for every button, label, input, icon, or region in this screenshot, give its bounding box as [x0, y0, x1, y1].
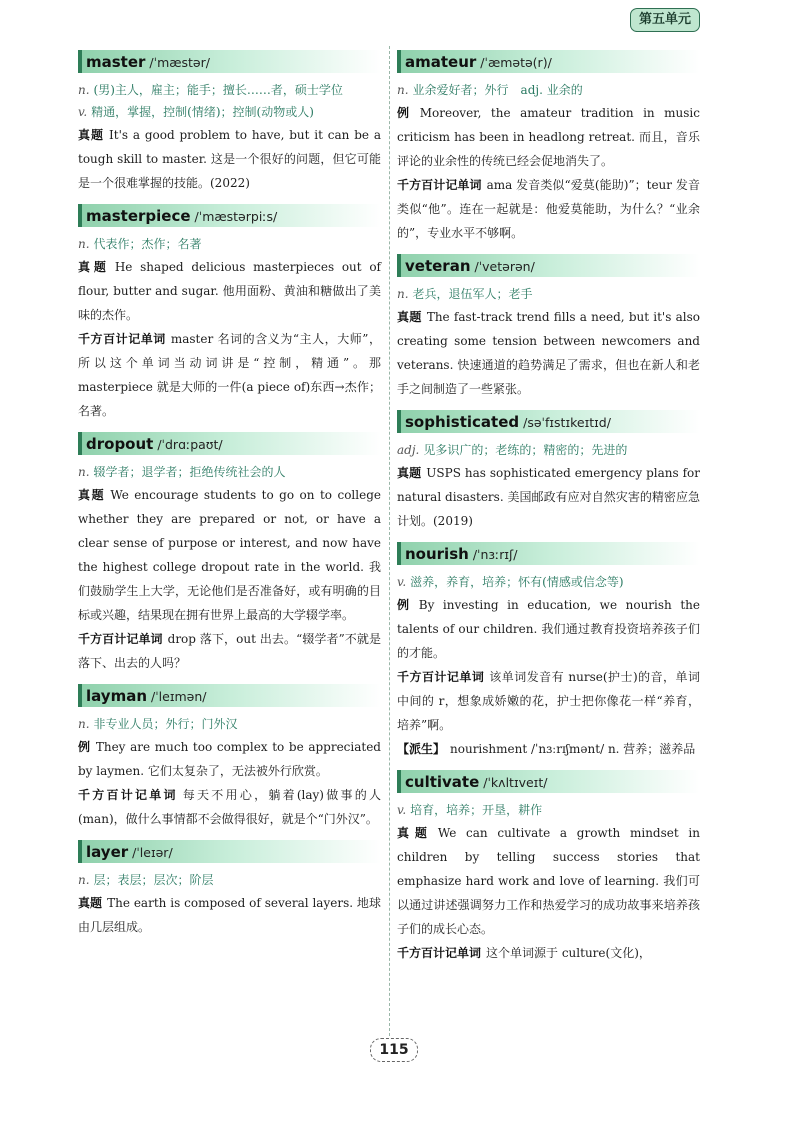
- definition-text: 层；表层；层次；阶层: [93, 873, 214, 887]
- part-of-speech: n.: [78, 83, 90, 97]
- definition-text: (男)主人，雇主；能手；擅长……者，硕士学位: [93, 83, 343, 97]
- phonetic: /ˈmæstərpiːs/: [194, 209, 278, 224]
- part-of-speech: n.: [78, 237, 90, 251]
- paragraph-label: 真题: [397, 310, 422, 324]
- example-paragraph: [397, 305, 700, 401]
- vocab-entry: [397, 770, 700, 965]
- definition-line: [78, 869, 381, 891]
- phonetic: /ˈæmətə(r)/: [480, 55, 552, 70]
- example-paragraph: [397, 941, 700, 965]
- part-of-speech: n.: [78, 465, 90, 479]
- example-paragraph: [78, 483, 381, 627]
- paragraph-text: master 名词的含义为“主人，大师”，所以这个单词当动词讲是“控制，精通”。那 masterpiece 就是大师的一件(a piece of)东西→杰作；名著。: [78, 332, 381, 418]
- definition-text: 业余爱好者；外行 adj. 业余的: [412, 83, 583, 97]
- phonetic: /ˈkʌltɪveɪt/: [483, 775, 548, 790]
- headword: layman: [86, 687, 148, 705]
- part-of-speech: adj.: [397, 443, 420, 457]
- example-paragraph: [78, 783, 381, 831]
- paragraph-label: 千方百计记单词: [78, 332, 166, 346]
- headword: masterpiece: [86, 207, 191, 225]
- part-of-speech: n.: [397, 83, 409, 97]
- entry-header: [397, 254, 700, 277]
- phonetic: /ˈvetərən/: [474, 259, 535, 274]
- entry-header: [78, 684, 381, 707]
- headword: layer: [86, 843, 129, 861]
- vocab-entry: [78, 432, 381, 675]
- paragraph-text: 该单词发音有 nurse(护士)的音，单词中间的 r，想象成娇嫩的花，护士把你像花一样“养育，培养”啊。: [397, 670, 700, 732]
- part-of-speech: n.: [397, 287, 409, 301]
- phonetic: /ˈleɪər/: [132, 845, 173, 860]
- definition-text: 老兵，退伍军人；老手: [412, 287, 533, 301]
- paragraph-label: 真题: [78, 128, 105, 142]
- definition-line: [397, 439, 700, 461]
- definition-text: 精通，掌握，控制(情绪)；控制(动物或人): [91, 105, 314, 119]
- entry-header: [397, 770, 700, 793]
- phonetic: /səˈfɪstɪkeɪtɪd/: [523, 415, 611, 430]
- definition-line: [397, 283, 700, 305]
- vocab-entry: [397, 410, 700, 533]
- paragraph-text: The earth is composed of several layers. 地球由几层组成。: [78, 896, 381, 934]
- example-paragraph: [78, 735, 381, 783]
- paragraph-label: 【派生】: [397, 742, 446, 756]
- definition-line: [78, 101, 381, 123]
- phonetic: /ˈdrɑːpaʊt/: [157, 437, 223, 452]
- headword: dropout: [86, 435, 154, 453]
- headword: veteran: [405, 257, 471, 275]
- paragraph-text: By investing in education, we nourish the talents of our children. 我们通过教育投资培养孩子们的才能。: [397, 598, 700, 660]
- part-of-speech: v.: [397, 803, 407, 817]
- definition-line: [78, 461, 381, 483]
- unit-tab: 第五单元: [630, 8, 700, 32]
- vocab-entry: [78, 684, 381, 831]
- headword: cultivate: [405, 773, 480, 791]
- definition-text: 培育，培养；开垦，耕作: [410, 803, 543, 817]
- definition-line: [78, 713, 381, 735]
- paragraph-text: They are much too complex to be appreciated by laymen. 它们太复杂了，无法被外行欣赏。: [78, 740, 381, 778]
- vocab-entry: [397, 542, 700, 761]
- example-paragraph: [397, 665, 700, 737]
- part-of-speech: v.: [78, 105, 88, 119]
- definition-line: [78, 233, 381, 255]
- paragraph-text: nourishment /ˈnɜːrɪʃmənt/ n. 营养；滋养品: [450, 742, 696, 756]
- paragraph-label: 真题: [78, 896, 103, 910]
- definition-text: 见多识广的；老练的；精密的；先进的: [423, 443, 628, 457]
- example-paragraph: [397, 821, 700, 941]
- example-paragraph: [78, 627, 381, 675]
- definition-line: [78, 79, 381, 101]
- definition-line: [397, 571, 700, 593]
- paragraph-label: 真题: [397, 466, 422, 480]
- definition-text: 滋养，养育，培养；怀有(情感或信念等): [410, 575, 624, 589]
- paragraph-label: 千方百计记单词: [78, 632, 163, 646]
- definition-line: [397, 79, 700, 101]
- example-paragraph: [397, 173, 700, 245]
- example-paragraph: [397, 101, 700, 173]
- vocab-entry: [397, 50, 700, 245]
- vocab-entry: [397, 254, 700, 401]
- paragraph-text: 每天不用心，躺着(lay)做事的人(man)，做什么事情都不会做得很好，就是个“门外汉”。: [78, 788, 381, 826]
- paragraph-text: It's a good problem to have, but it can be a tough skill to master. 这是一个很好的问题，但它可能是一个很难掌握的技能。(2022): [78, 128, 381, 190]
- definition-text: 非专业人员；外行；门外汉: [93, 717, 238, 731]
- paragraph-label: 千方百计记单词: [397, 178, 482, 192]
- example-paragraph: [397, 737, 700, 761]
- example-paragraph: [78, 327, 381, 423]
- paragraph-label: 例: [397, 598, 414, 612]
- phonetic: /ˈleɪmən/: [151, 689, 207, 704]
- paragraph-label: 真题: [78, 488, 106, 502]
- headword: amateur: [405, 53, 477, 71]
- entry-header: [78, 840, 381, 863]
- headword: sophisticated: [405, 413, 520, 431]
- headword: nourish: [405, 545, 469, 563]
- page-number: 115: [370, 1038, 418, 1062]
- part-of-speech: n.: [78, 873, 90, 887]
- paragraph-text: He shaped delicious masterpieces out of flour, butter and sugar. 他用面粉、黄油和糖做出了美味的杰作。: [78, 260, 381, 322]
- paragraph-label: 千方百计记单词: [397, 670, 485, 684]
- vocab-entry: [78, 840, 381, 939]
- paragraph-text: drop 落下，out 出去。“辍学者”不就是落下、出去的人吗？: [78, 632, 381, 670]
- paragraph-text: ama 发音类似“爱莫(能助)”；teur 发音类似“他”。连在一起就是：他爱莫能助，为什么？“业余的”，专业水平不够啊。: [397, 178, 700, 240]
- entry-header: [78, 432, 381, 455]
- entry-header: [78, 50, 381, 73]
- example-paragraph: [397, 461, 700, 533]
- paragraph-label: 例: [397, 106, 415, 120]
- paragraph-label: 真题: [397, 826, 433, 840]
- definition-line: [397, 799, 700, 821]
- paragraph-label: 千方百计记单词: [397, 946, 482, 960]
- phonetic: /ˈmæstər/: [149, 55, 210, 70]
- phonetic: /ˈnɜːrɪʃ/: [472, 547, 518, 562]
- paragraph-label: 例: [78, 740, 91, 754]
- entry-header: [397, 410, 700, 433]
- entry-header: [78, 204, 381, 227]
- paragraph-text: USPS has sophisticated emergency plans for natural disasters. 美国邮政有应对自然灾害的精密应急计划。(2019): [397, 466, 700, 528]
- example-paragraph: [78, 123, 381, 195]
- column-divider: [389, 46, 390, 1036]
- part-of-speech: n.: [78, 717, 90, 731]
- example-paragraph: [78, 891, 381, 939]
- paragraph-text: Moreover, the amateur tradition in music criticism has been in headlong retreat. 而且，音乐评论的业余性的传统已经会促地消失了。: [397, 106, 700, 168]
- example-paragraph: [397, 593, 700, 665]
- left-column: [78, 50, 381, 948]
- headword: master: [86, 53, 146, 71]
- entry-header: [397, 50, 700, 73]
- example-paragraph: [78, 255, 381, 327]
- paragraph-text: The fast-track trend fills a need, but it's also creating some tension between newcomers and veterans. 快速通道的趋势满足了需求，但也在新人和老手之间制造了一些紧张。: [397, 310, 700, 396]
- vocab-entry: [78, 204, 381, 423]
- entry-header: [397, 542, 700, 565]
- paragraph-text: We encourage students to go on to college whether they are prepared or not, or have a clear sense of purpose or interest, and now have the highest college dropout rate in the world. 我们鼓励学生上大学，无论他们是否准备好，或有明确的目标或兴趣，结果现在拥有世界上最高的大学辍学率。: [78, 488, 381, 622]
- definition-text: 辍学者；退学者；拒绝传统社会的人: [93, 465, 286, 479]
- paragraph-text: 这个单词源于 culture(文化)，: [486, 946, 651, 960]
- right-column: [397, 50, 700, 974]
- part-of-speech: v.: [397, 575, 407, 589]
- paragraph-text: We can cultivate a growth mindset in children by telling success stories that emphasize hard work and love of learning. 我们可以通过讲述强调努力工作和热爱学习的成功故事来培养孩子们的成长心态。: [397, 826, 700, 936]
- vocab-entry: [78, 50, 381, 195]
- definition-text: 代表作；杰作；名著: [93, 237, 202, 251]
- paragraph-label: 真题: [78, 260, 110, 274]
- paragraph-label: 千方百计记单词: [78, 788, 178, 802]
